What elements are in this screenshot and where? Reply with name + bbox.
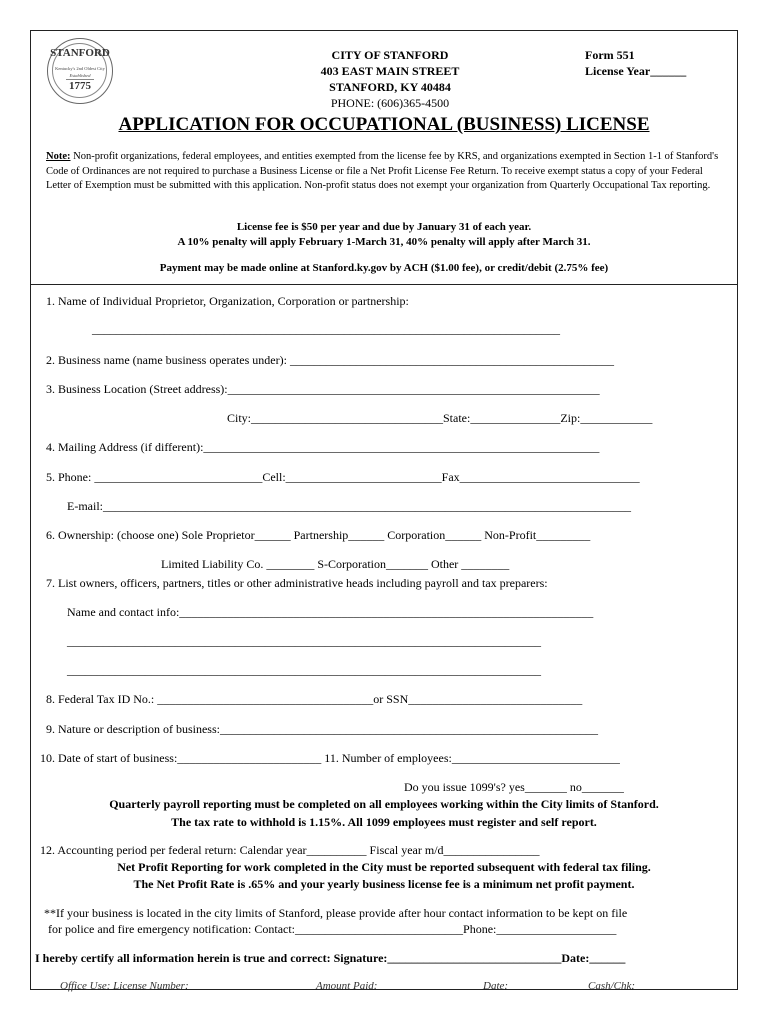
q3-city-state-zip[interactable]: City:________________________________State:_______________Zip:____________: [227, 411, 653, 425]
after-hours-contact-field[interactable]: for police and fire emergency notification: Contact:____________________________Phone:____________________: [48, 922, 617, 936]
fee-line-2: A 10% penalty will apply February 1-March 31, 40% penalty will apply after March 31.: [177, 236, 591, 248]
office-license-number: Office Use: License Number:: [60, 980, 189, 992]
q9-field[interactable]: 9. Nature or description of business:_______________________________________________________________: [46, 722, 598, 736]
q4-field[interactable]: 4. Mailing Address (if different):__________________________________________________________________: [46, 440, 600, 454]
seal-tagline: Kentucky's 2nd Oldest City: [55, 66, 105, 71]
seal-name: STANFORD: [50, 47, 110, 59]
q7-line-2[interactable]: _______________________________________________________________________________: [67, 634, 541, 648]
q1-label: 1. Name of Individual Proprietor, Organization, Corporation or partnership:: [46, 294, 409, 308]
q7-line-3[interactable]: _______________________________________________________________________________: [67, 663, 541, 677]
q1-field[interactable]: ______________________________________________________________________________: [92, 322, 560, 336]
q10-q11-field[interactable]: 10. Date of start of business:________________________ 11. Number of employees:____________________________: [40, 751, 620, 765]
divider: [30, 284, 738, 285]
header-phone: PHONE: (606)365-4500: [330, 96, 450, 110]
note-paragraph: [46, 150, 722, 194]
office-cash-check: Cash/Chk:: [588, 980, 636, 992]
q3-field[interactable]: 3. Business Location (Street address):______________________________________________________________: [46, 382, 600, 396]
note-text: Non-profit organizations, federal employees, and entities exempted from the license fee by KRS, and organizations exempted in Section 1-1 of Stanford's Code of Ordinances are not required to purchase a Business License or file a Net Profit License Fee Return. To receive exempt status a copy of your Federal Letter of Exemption must be submitted with this application. Non-profit status does not exempt your organization from Quarterly Occupational Tax reporting.: [46, 151, 719, 191]
q6-ownership[interactable]: 6. Ownership: (choose one) Sole Proprietor______ Partnership______ Corporation______ Non-Profit_________: [46, 528, 591, 542]
seal-established: Established: [69, 73, 91, 78]
license-year-field[interactable]: License Year______: [585, 64, 687, 78]
after-hours-label: **If your business is located in the city limits of Stanford, please provide after hour contact information to be kept on file: [44, 906, 628, 920]
header-citystate: STANFORD, KY 40484: [329, 80, 451, 94]
net-profit-line-1: Net Profit Reporting for work completed in the City must be reported subsequent with federal tax filing.: [117, 860, 651, 874]
payroll-line-1: Quarterly payroll reporting must be completed on all employees working within the City limits of Stanford.: [109, 797, 659, 811]
note-label: Note:: [46, 151, 71, 162]
q12-field[interactable]: 12. Accounting period per federal return: Calendar year__________ Fiscal year m/d________________: [40, 843, 540, 857]
q2-field[interactable]: 2. Business name (name business operates under): ______________________________________________________: [46, 353, 614, 367]
q7-name-field[interactable]: Name and contact info:_____________________________________________________________________: [67, 605, 594, 619]
net-profit-line-2: The Net Profit Rate is .65% and your yearly business license fee is a minimum net profit payment.: [133, 877, 635, 891]
city-seal: [47, 38, 113, 104]
payroll-line-2: The tax rate to withhold is 1.15%. All 1099 employees must register and self report.: [171, 815, 597, 829]
office-amount-paid: Amount Paid:: [316, 980, 378, 992]
q7-label: 7. List owners, officers, partners, titles or other administrative heads including payroll and tax preparers:: [46, 576, 548, 590]
fee-line-1: License fee is $50 per year and due by January 31 of each year.: [236, 221, 532, 233]
page-title: APPLICATION FOR OCCUPATIONAL (BUSINESS) LICENSE: [118, 114, 650, 135]
office-date: Date:: [483, 980, 509, 992]
payment-line: Payment may be made online at Stanford.ky.gov by ACH ($1.00 fee), or credit/debit (2.75% fee): [159, 262, 609, 274]
q5-email-field[interactable]: E-mail:________________________________________________________________________________________: [67, 499, 631, 513]
seal-year: 1775: [66, 79, 94, 92]
certify-signature-field[interactable]: I hereby certify all information herein is true and correct: Signature:_____________________________Date:______: [35, 951, 626, 965]
q6-ownership-more[interactable]: Limited Liability Co. ________ S-Corporation_______ Other ________: [161, 557, 510, 571]
form-number: Form 551: [585, 48, 635, 62]
header-street: 403 EAST MAIN STREET: [320, 64, 460, 78]
q8-field[interactable]: 8. Federal Tax ID No.: ____________________________________or SSN_____________________________: [46, 692, 583, 706]
q5-field[interactable]: 5. Phone: ____________________________Cell:__________________________Fax______________________________: [46, 470, 640, 484]
q1099-field[interactable]: Do you issue 1099's? yes_______ no_______: [404, 780, 624, 794]
header-city: CITY OF STANFORD: [331, 48, 449, 62]
